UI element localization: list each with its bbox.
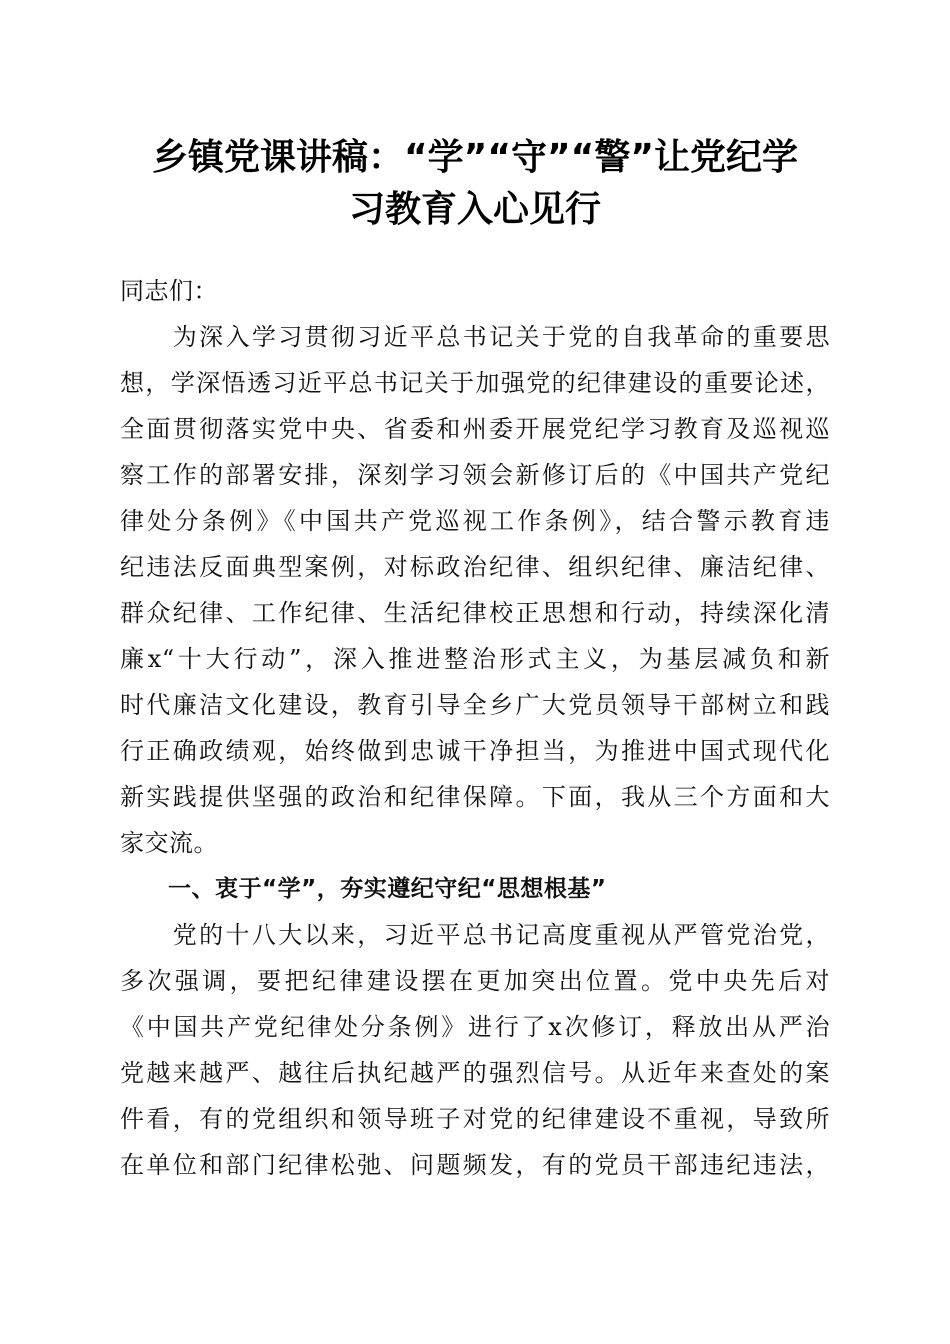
paragraph-line: 党的十八大以来，习近平总书记高度重视从严管党治党， (120, 921, 830, 949)
title-line-1: 乡镇党课讲稿：“学”“守”“警”让党纪学 (152, 137, 798, 178)
paragraph-line: 家交流。 (120, 829, 218, 857)
paragraph-line: 纪违法反面典型案例，对标政治纪律、组织纪律、廉洁纪律、 (120, 553, 830, 581)
document-body (120, 268, 830, 1188)
paragraph-line: 多次强调，要把纪律建设摆在更加突出位置。党中央先后对 (120, 967, 830, 995)
paragraph-line: 群众纪律、工作纪律、生活纪律校正思想和行动，持续深化清 (120, 599, 830, 627)
paragraph-line: 想，学深悟透习近平总书记关于加强党的纪律建设的重要论述， (120, 369, 830, 397)
paragraph-line: 全面贯彻落实党中央、省委和州委开展党纪学习教育及巡视巡 (120, 415, 830, 443)
paragraph-2 (120, 912, 830, 1188)
paragraph-line: 件看，有的党组织和领导班子对党的纪律建设不重视，导致所 (120, 1105, 830, 1133)
title-line-2: 习教育入心见行 (348, 189, 601, 230)
paragraph-line: 时代廉洁文化建设，教育引导全乡广大党员领导干部树立和践 (120, 691, 830, 719)
section-1-heading: 一、衷于“学”，夯实遵纪守纪“思想根基” (168, 876, 607, 902)
paragraph-line: 新实践提供坚强的政治和纪律保障。下面，我从三个方面和大 (120, 783, 830, 811)
paragraph-line: 律处分条例》《中国共产党巡视工作条例》，结合警示教育违 (120, 507, 830, 535)
document-title (100, 132, 850, 236)
paragraph-line: 察工作的部署安排，深刻学习领会新修订后的《中国共产党纪 (120, 461, 830, 489)
paragraph-line: 在单位和部门纪律松弛、问题频发，有的党员干部违纪违法， (120, 1151, 830, 1179)
paragraph-line: 为深入学习贯彻习近平总书记关于党的自我革命的重要思 (120, 323, 830, 351)
paragraph-line: 廉x“十大行动”，深入推进整治形式主义，为基层减负和新 (120, 645, 830, 673)
paragraph-line: 《中国共产党纪律处分条例》进行了x次修订，释放出从严治 (120, 1013, 830, 1041)
paragraph-line: 党越来越严、越往后执纪越严的强烈信号。从近年来查处的案 (120, 1059, 830, 1087)
salutation: 同志们： (120, 277, 218, 305)
paragraph-line: 行正确政绩观，始终做到忠诚干净担当，为推进中国式现代化 (120, 737, 830, 765)
paragraph-1 (120, 314, 830, 866)
